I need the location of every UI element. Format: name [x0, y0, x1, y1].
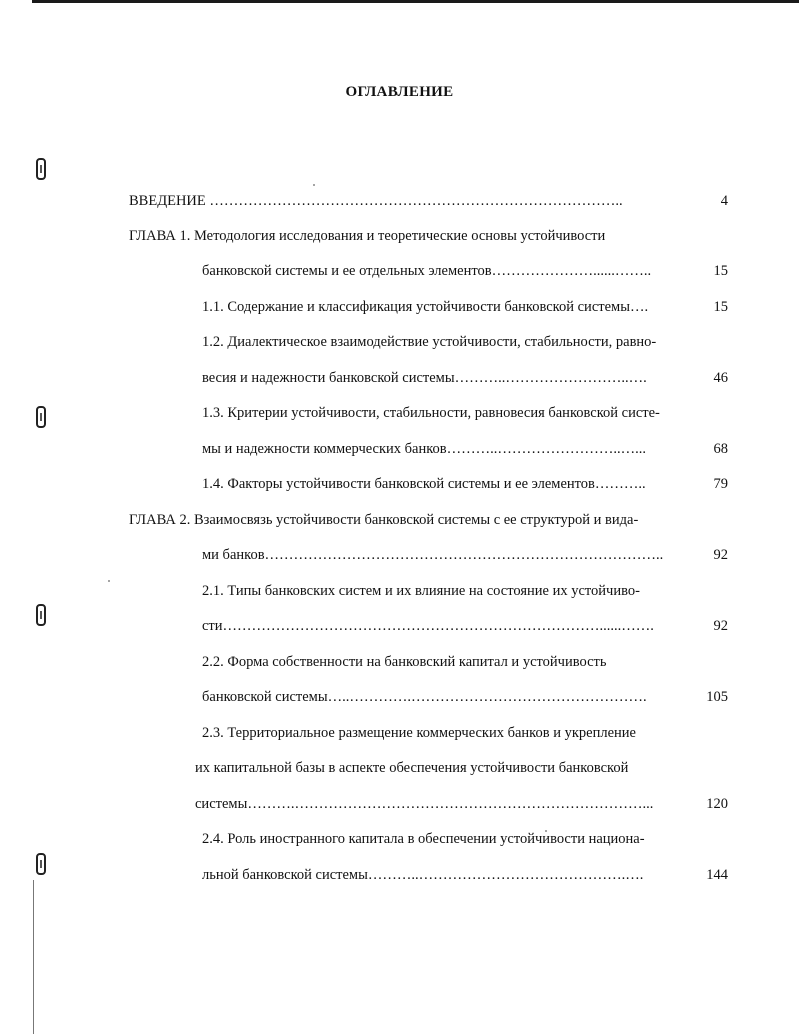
toc-section-1-3-line1: 1.3. Критерии устойчивости, стабильности, равновесия банковской систе- — [202, 405, 660, 421]
toc-intro-text: ВВЕДЕНИЕ ………………………………………………………………………….. — [129, 193, 623, 209]
toc-section-1-2-line1: 1.2. Диалектическое взаимодействие устойчивости, стабильности, равно- — [202, 334, 657, 350]
toc-section-1-3-line2: мы и надежности коммерческих банков………..……………………..…... — [202, 441, 646, 457]
toc-chapter1-line2: банковской системы и ее отдельных элементов…………………......…….. — [202, 263, 652, 279]
scan-speck — [313, 184, 315, 186]
toc-chapter2-line1: ГЛАВА 2. Взаимосвязь устойчивости банковской системы с ее структурой и вида- — [129, 512, 639, 528]
toc-chapter2-line2: ми банков……………………………………………………………………….. — [202, 547, 664, 563]
scan-top-border — [32, 0, 799, 3]
binder-hole-icon — [36, 158, 46, 180]
toc-section-2-4-line1: 2.4. Роль иностранного капитала в обеспечении устойчивости национа- — [202, 831, 645, 847]
binder-hole-icon — [36, 406, 46, 428]
toc-chapter2-page: 92 — [713, 547, 728, 563]
toc-chapter1-page: 15 — [713, 263, 728, 279]
toc-section-2-4-page: 144 — [706, 867, 728, 883]
toc-section-2-2-page: 105 — [706, 689, 728, 705]
toc-section-2-2-line2: банковской системы…..………….…………………………………………. — [202, 689, 647, 705]
scan-speck — [108, 580, 110, 582]
toc-chapter1-line1: ГЛАВА 1. Методология исследования и теоретические основы устойчивости — [129, 228, 606, 244]
binder-hole-icon — [36, 604, 46, 626]
toc-section-2-1-line1: 2.1. Типы банковских систем и их влияние на состояние их устойчиво- — [202, 583, 640, 599]
toc-intro-page: 4 — [720, 193, 728, 209]
page-title: ОГЛАВЛЕНИЕ — [345, 84, 454, 100]
toc-section-2-2-line1: 2.2. Форма собственности на банковский капитал и устойчивость — [202, 654, 607, 670]
toc-section-2-3-page: 120 — [706, 796, 728, 812]
toc-section-1-1-page: 15 — [713, 299, 728, 315]
toc-section-1-4-page: 79 — [713, 476, 728, 492]
toc-section-2-3-line2: их капитальной базы в аспекте обеспечения устойчивости банковской — [195, 760, 629, 776]
toc-section-1-1: 1.1. Содержание и классификация устойчивости банковской системы…. — [202, 299, 649, 315]
toc-section-2-1-page: 92 — [713, 618, 728, 634]
toc-section-1-3-page: 68 — [713, 441, 728, 457]
toc-section-1-2-page: 46 — [713, 370, 728, 386]
toc-section-2-3-line3: системы……….………………………………………………………………... — [195, 796, 654, 812]
binder-hole-icon — [36, 853, 46, 875]
scan-margin-line — [33, 880, 34, 1034]
toc-section-1-4: 1.4. Факторы устойчивости банковской системы и ее элементов……….. — [202, 476, 646, 492]
toc-section-2-1-line2: сти……………………………………………………………………......……. — [202, 618, 654, 634]
toc-section-1-2-line2: весия и надежности банковской системы………..……………………..…. — [202, 370, 647, 386]
toc-section-2-4-line2: льной банковской системы………..…………………………………….…. — [202, 867, 644, 883]
toc-section-2-3-line1: 2.3. Территориальное размещение коммерческих банков и укрепление — [202, 725, 636, 741]
